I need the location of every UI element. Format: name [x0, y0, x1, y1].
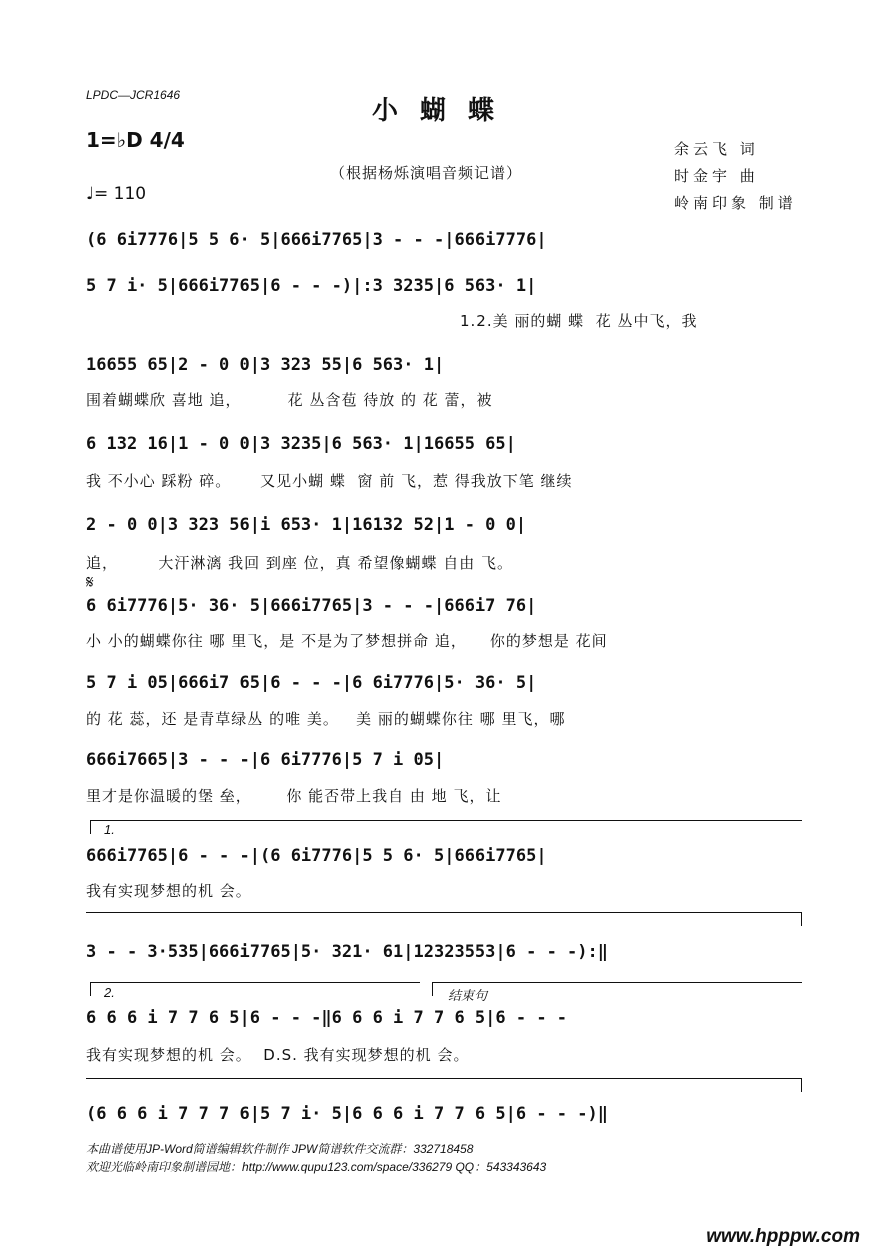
- notation-row-3: 16655 65|2 - 0 0|3 323 55|6 563· 1|: [86, 355, 445, 375]
- ending-label: 结束句: [448, 988, 488, 1003]
- notation-row-12: (6 6 6 i 7 7 7 6|5 7 i· 5|6 6 6 i 7 7 6 5|6 - - -)‖: [86, 1104, 608, 1124]
- lyricist-credit: 余云飞 词: [674, 140, 759, 158]
- lyric-row-4: 我 不小心 踩粉 碎。 又见小蝴 蝶 窗 前 飞，惹 得我放下笔 继续: [86, 472, 573, 490]
- notation-row-5: 2 - 0 0|3 323 56|i 653· 1|16132 52|1 - 0 0|: [86, 515, 527, 535]
- notation-row-6: 6 6i7776|5· 36· 5|666i7765|3 - - -|666i7 76|: [86, 596, 537, 616]
- volta-1-continuation: [86, 912, 802, 913]
- lyric-row-9: 我有实现梦想的机 会。: [86, 882, 252, 900]
- segno-sign: 𝄋: [86, 572, 94, 593]
- lyric-row-6: 小 小的蝴蝶你往 哪 里飞，是 不是为了梦想拼命 追， 你的梦想是 花间: [86, 632, 608, 650]
- composer-credit: 时金宇 曲: [674, 167, 759, 185]
- song-title: 小蝴蝶: [371, 96, 516, 126]
- notation-row-2: 5 7 i· 5|666i7765|6 - - -)|:3 3235|6 563· 1|: [86, 276, 537, 296]
- lyric-row-7: 的 花 蕊，还 是青草绿丛 的唯 美。 美 丽的蝴蝶你往 哪 里飞，哪: [86, 710, 566, 728]
- notation-row-4: 6 132 16|1 - 0 0|3 3235|6 563· 1|16655 65|: [86, 434, 516, 454]
- lyric-row-3: 围着蝴蝶欣 喜地 追， 花 丛含苞 待放 的 花 蕾，被: [86, 391, 493, 409]
- subtitle: （根据杨烁演唱音频记谱）: [330, 164, 523, 182]
- ending-continuation: [86, 1078, 802, 1079]
- tempo-marking: ♩= 110: [86, 184, 147, 204]
- score-code: LPDC—JCR1646: [86, 88, 181, 102]
- notation-row-10: 3 - - 3·535|666i7765|5· 321· 61|12323553|6 - - -):‖: [86, 942, 608, 962]
- volta-1-label: 1.: [104, 822, 115, 837]
- footer-line-1: 本曲谱使用JP-Word简谱编辑软件制作 JPW简谱软件交流群：332718458: [86, 1142, 474, 1156]
- lyric-row-5: 追， 大汗淋漓 我回 到座 位，真 希望像蝴蝶 自由 飞。: [86, 554, 513, 572]
- lyric-row-11: 我有实现梦想的机 会。 D.S. 我有实现梦想的机 会。: [86, 1046, 470, 1064]
- volta-2-bracket-end: [90, 982, 91, 996]
- arranger-credit: 岭南印象 制谱: [674, 194, 797, 212]
- volta-1-bracket-end: [90, 820, 91, 834]
- lyric-row-8: 里才是你温暖的堡 垒， 你 能否带上我自 由 地 飞，让: [86, 787, 502, 805]
- site-watermark: www.hpppw.com: [706, 1226, 860, 1247]
- notation-row-8: 666i7665|3 - - -|6 6i7776|5 7 i 05|: [86, 750, 445, 770]
- ending-continuation-end: [801, 1078, 802, 1092]
- volta-1-continuation-end: [801, 912, 802, 926]
- volta-2-label: 2.: [104, 985, 115, 1000]
- key-signature: 1=♭D 4/4: [86, 128, 185, 152]
- notation-row-11: 6 6 6 i 7 7 6 5|6 - - -‖6 6 6 i 7 7 6 5|6 - - -: [86, 1008, 568, 1028]
- notation-row-1: (6 6i7776|5 5 6· 5|666i7765|3 - - -|666i7776|: [86, 230, 547, 250]
- lyric-row-2: 1.2.美 丽的蝴 蝶 花 丛中飞，我: [460, 312, 698, 330]
- ending-bracket: [432, 982, 802, 983]
- notation-row-7: 5 7 i 05|666i7 65|6 - - -|6 6i7776|5· 36· 5|: [86, 673, 537, 693]
- volta-1-bracket: [90, 820, 802, 821]
- notation-row-9: 666i7765|6 - - -|(6 6i7776|5 5 6· 5|666i7765|: [86, 846, 547, 866]
- ending-bracket-end: [432, 982, 433, 996]
- volta-2-bracket: [90, 982, 420, 983]
- footer-line-2: 欢迎光临岭南印象制谱园地：http://www.qupu123.com/space/336279 QQ：543343643: [86, 1160, 547, 1174]
